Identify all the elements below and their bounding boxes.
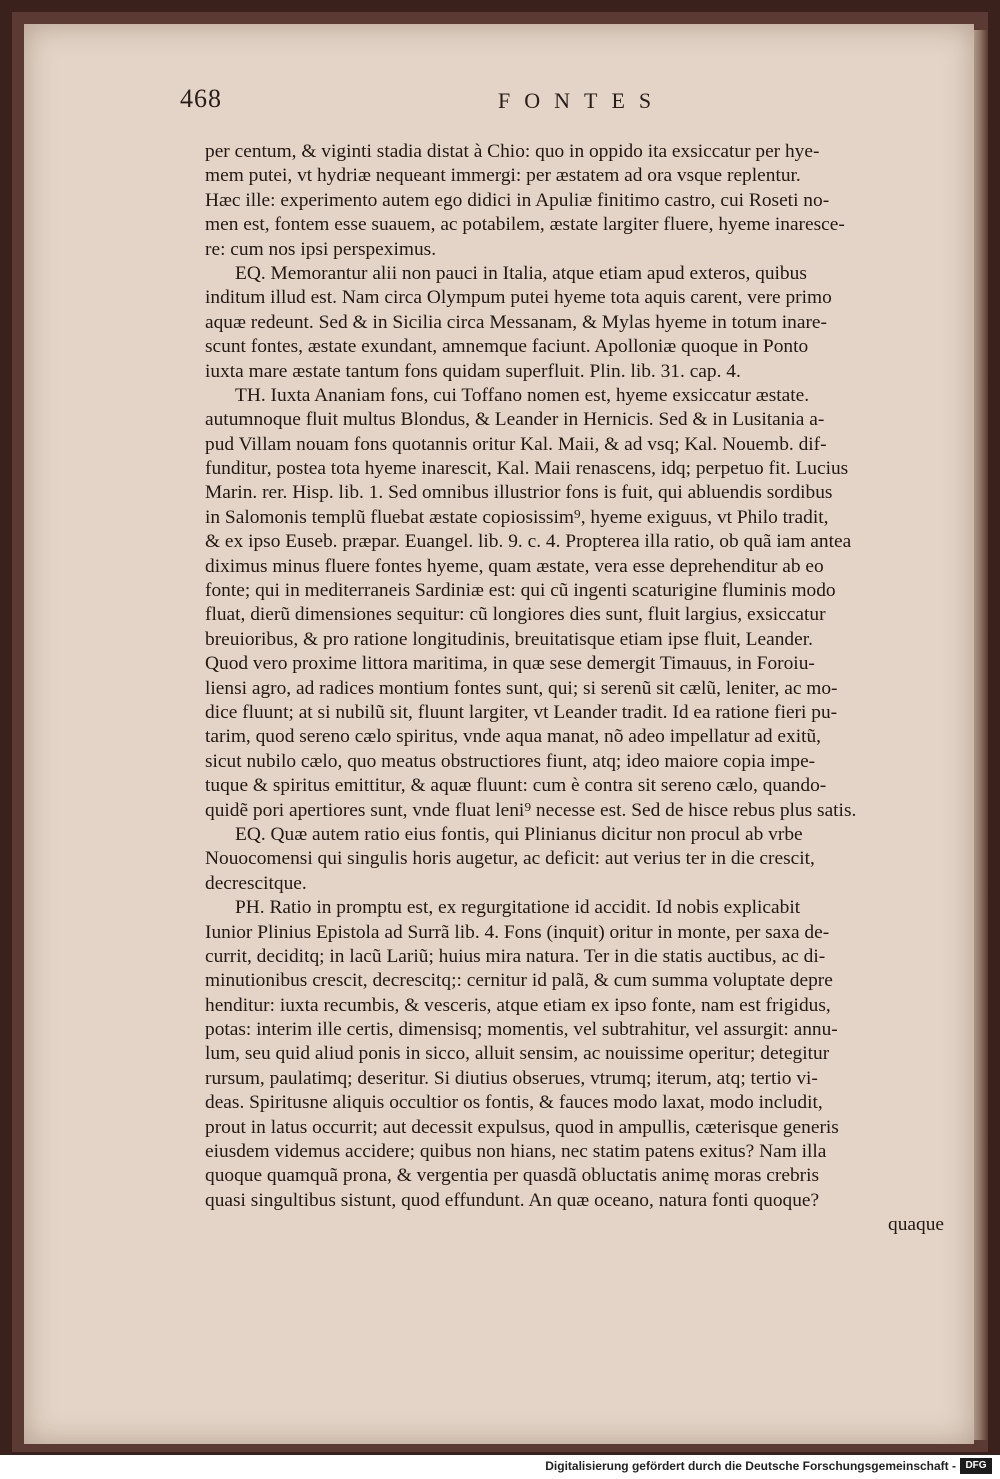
text-line: quidẽ pori apertiores sunt, vnde fluat leni⁹ necesse est. Sed de hisce rebus plus satis.: [205, 799, 857, 821]
footer-credit: Digitalisierung gefördert durch die Deutsche Forschungsgemeinschaft -: [545, 1459, 956, 1473]
text-line: deas. Spiritusne aliquis occultior os fontis, & fauces modo laxat, modo includit,: [205, 1092, 823, 1114]
text-line: re: cum nos ipsi perspeximus.: [205, 238, 437, 260]
text-line: diximus minus fluere fontes hyeme, quam æstate, vera esse deprehenditur ab eo: [205, 555, 824, 577]
footer-bar: [0, 1455, 1000, 1479]
text-line: quoque quamquã prona, & vergentia per quasdã obluctatis animę moras crebris: [205, 1165, 820, 1187]
text-line: Nouocomensi qui singulis horis augetur, ac deficit: aut verius ter in die crescit,: [205, 848, 815, 870]
text-line: funditur, postea tota hyeme inarescit, Kal. Maii renascens, idq; perpetuo fit. Lucius: [205, 458, 849, 480]
text-line: prout in latus occurrit; aut decessit expulsus, quod in ampullis, cæterisque generis: [205, 1116, 839, 1138]
text-line: decrescitque.: [205, 872, 307, 894]
text-line: & ex ipso Euseb. præpar. Euangel. lib. 9. c. 4. Propterea illa ratio, ob quã iam antea: [205, 531, 852, 553]
text-line: Quod vero proxime littora maritima, in quæ sese demergit Timauus, in Foroiu-: [205, 653, 815, 675]
text-line: in Salomonis templũ fluebat æstate copiosissim⁹, hyeme exiguus, vt Philo tradit,: [205, 506, 829, 528]
text-line: dice fluunt; at si nubilũ sit, fluunt largiter, vt Leander tradit. Id ea ratione fieri pu-: [205, 701, 838, 723]
catchword: quaque: [888, 1214, 944, 1236]
text-line: rursum, paulatimq; deseritur. Si diutius obserues, vtrumq; iterum, atq; tertio vi-: [205, 1067, 818, 1089]
text-line: aquæ redeunt. Sed & in Sicilia circa Messanam, & Mylas hyeme in totum inare-: [205, 311, 827, 333]
text-line: currit, deciditq; in lacũ Lariũ; huius mira natura. Ter in die statis auctibus, ac di-: [205, 945, 826, 967]
text-line: henditur: iuxta recumbis, & vesceris, atque etiam ex ipso fonte, nam est frigidus,: [205, 994, 831, 1016]
page-number: 468: [180, 84, 222, 113]
text-line: potas: interim ille certis, dimensisq; momentis, vel subtrahitur, vel assurgit: annu-: [205, 1019, 838, 1041]
text-line: tarim, quod sereno cælo spiritus, vnde aqua manat, nõ adeo impellatur ad exitũ,: [205, 726, 822, 748]
page-text-body: [205, 140, 950, 1238]
text-line: per centum, & viginti stadia distat à Chio: quo in oppido ita exsiccatur per hye-: [205, 141, 820, 162]
text-line: Marin. rer. Hisp. lib. 1. Sed omnibus illustrior fons is fuit, qui abluendis sordibus: [205, 482, 833, 504]
text-line: fonte; qui in mediterraneis Sardiniæ est: qui cũ ingenti scaturigine fluminis modo: [205, 580, 836, 602]
text-line: pud Villam nouam fons quotannis oritur Kal. Maii, & ad vsq; Kal. Nouemb. dif-: [205, 433, 827, 455]
text-line: TH. Iuxta Ananiam fons, cui Toffano nomen est, hyeme exsiccatur æstate.: [235, 384, 810, 406]
text-line: liensi agro, ad radices montium fontes sunt, qui; si serenũ sit cælũ, leniter, ac mo-: [205, 677, 838, 699]
running-head-title: FONTES: [498, 88, 666, 113]
text-line: men est, fontem esse suauem, ac potabilem, æstate largiter fluere, hyeme inaresce-: [205, 214, 845, 236]
text-line: PH. Ratio in promptu est, ex regurgitatione id accidit. Id nobis explicabit: [235, 897, 801, 919]
text-line: tuque & spiritus emittitur, & aquæ fluunt: cum è contra sit sereno cælo, quando-: [205, 775, 827, 797]
text-line: Iunior Plinius Epistola ad Surrã lib. 4. Fons (inquit) oritur in monte, per saxa de-: [205, 921, 830, 943]
text-line: scunt fontes, æstate exundant, amnemque faciunt. Apolloniæ quoque in Ponto: [205, 336, 809, 358]
text-line: quasi singultibus sistunt, quod effundunt. An quæ oceano, natura fonti quoque?: [205, 1189, 820, 1211]
text-line: autumnoque fluit multus Blondus, & Leander in Hernicis. Sed & in Lusitania a-: [205, 409, 825, 431]
text-line: eiusdem videmus accidere; quibus non hians, nec statim patens exitus? Nam illa: [205, 1141, 827, 1163]
text-line: Hæc ille: experimento autem ego didici in Apuliæ finitimo castro, cui Roseti no-: [205, 189, 830, 211]
dfg-logo: DFG: [960, 1458, 992, 1474]
text-line: EQ. Memorantur alii non pauci in Italia, atque etiam apud exteros, quibus: [235, 262, 807, 284]
text-line: fluat, dierũ dimensiones sequitur: cũ longiores dies sunt, fluit largius, exsiccatur: [205, 604, 826, 626]
text-line: inditum illud est. Nam circa Olympum putei hyeme tota aquis carent, vere primo: [205, 287, 832, 309]
text-line: EQ. Quæ autem ratio eius fontis, qui Plinianus dicitur non procul ab vrbe: [235, 823, 803, 845]
text-line: sicut nubilo cælo, quo meatus obstructiores fiunt, atq; ideo maiore copia impe-: [205, 750, 816, 772]
text-line: breuioribus, & pro ratione longitudinis, breuitatisque etiam ipse fluit, Leander.: [205, 628, 813, 650]
text-line: minutionibus crescit, decrescitq;: cernitur id palã, & cum summa voluptate depre: [205, 970, 833, 992]
text-line: iuxta mare æstate tantum fons quidam superfluit. Plin. lib. 31. cap. 4.: [205, 360, 741, 382]
text-line: mem putei, vt hydriæ nequeant immergi: per æstatem ad ora vsque replentur.: [205, 165, 801, 187]
text-line: lum, seu quid aliud ponis in sicco, alluit sensim, ac nouissime operitur; detegitur: [205, 1043, 830, 1065]
